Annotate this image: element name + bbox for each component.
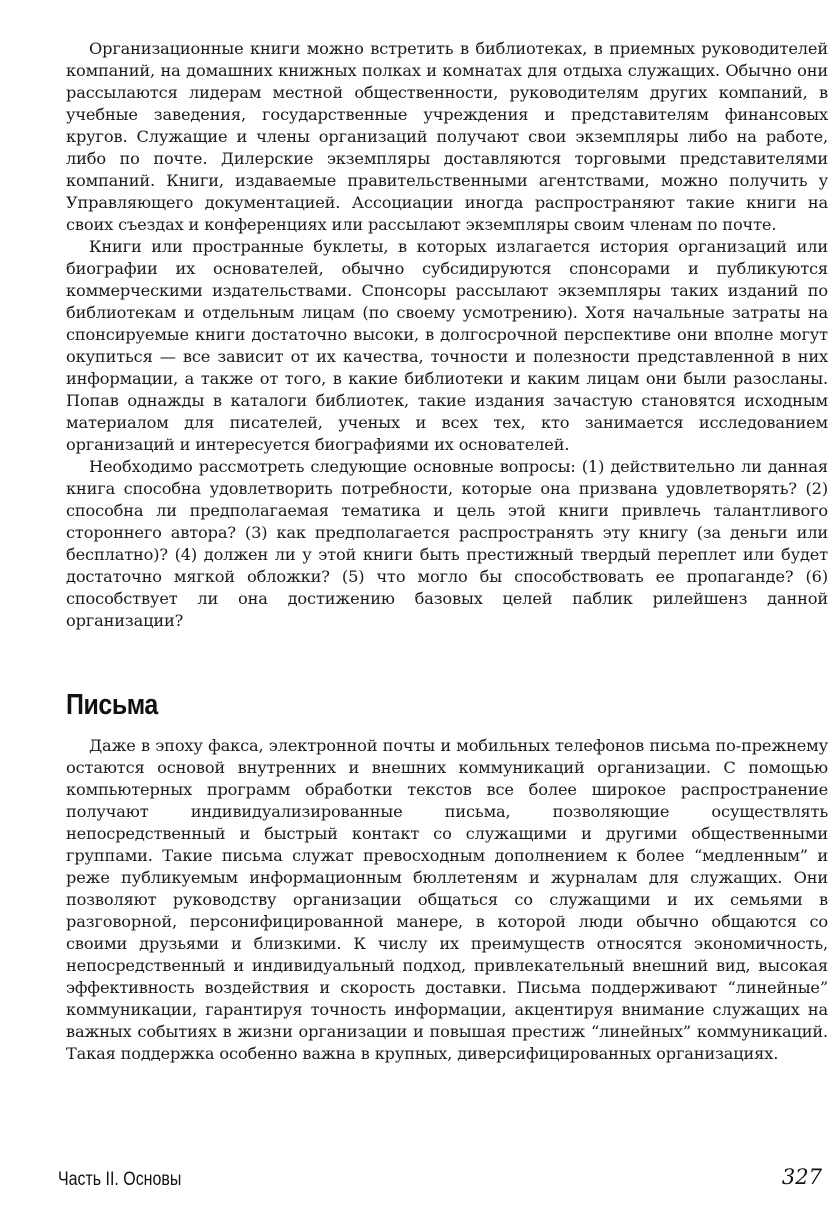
body-text-bottom xyxy=(66,735,828,1065)
body-text-top xyxy=(66,38,828,632)
paragraph: Организационные книги можно встретить в библиотеках, в приемных руководителей компаний, на домашних книжных полках и комнатах для отдыха служащих. Обычно они рассылаются лидерам местной общественности, руководителям других компаний, в учебные заведения, государственные учреждения и представителям финансовых кругов. Служащие и члены организаций получают свои экземпляры либо на работе, либо по почте. Дилерские экземпляры доставляются торговыми представителями компаний. Книги, издаваемые правительственными агентствами, можно получить у Управляющего документацией. Ассоциации иногда распространяют такие книги на своих съездах и конференциях или рассылают экземпляры своим членам по почте. xyxy=(66,39,828,234)
section-heading: Письма xyxy=(66,689,158,721)
paragraph: Даже в эпоху факса, электронной почты и мобильных телефонов письма по-прежнему остаются основой внутренних и внешних коммуникаций организации. С помощью компьютерных программ обработки текстов все более широкое распространение получают индивидуализированные письма, позволяющие осуществлять непосредственный и быстрый контакт со служащими и другими общественными группами. Такие письма служат превосходным дополнением к более “медленным” и реже публикуемым информационным бюллетеням и журналам для служащих. Они позволяют руководству организации общаться со служащими и их семьями в разговорной, персонифицированной манере, в которой люди обычно общаются со своими друзьями и близкими. К числу их преимуществ относятся экономичность, непосредственный и индивидуальный подход, привлекательный внешний вид, высокая эффективность воздействия и скорость доставки. Письма поддерживают “линейные” коммуникации, гарантируя точность информации, акцентируя внимание служащих на важных событиях в жизни организации и повышая престиж “линейных” коммуникаций. Такая поддержка особенно важна в крупных, диверсифицированных организациях. xyxy=(66,736,828,1063)
footer-section-label: Часть II. Основы xyxy=(58,1169,182,1190)
page-number: 327 xyxy=(781,1165,822,1189)
paragraph: Необходимо рассмотреть следующие основные вопросы: (1) действительно ли данная книга способна удовлетворить потребности, которые она призвана удовлетворять? (2) способна ли предполагаемая тематика и цель этой книги привлечь талантливого стороннего автора? (3) как предполагается распространять эту книгу (за деньги или бесплатно)? (4) должен ли у этой книги быть престижный твердый переплет или будет достаточно мягкой обложки? (5) что могло бы способствовать ее пропаганде? (6) способствует ли она достижению базовых целей паблик рилейшенз данной организации? xyxy=(66,457,828,630)
paragraph: Книги или пространные буклеты, в которых излагается история организаций или биографии их основателей, обычно субсидируются спонсорами и публикуются коммерческими издательствами. Спонсоры рассылают экземпляры таких изданий по библиотекам и отдельным лицам (по своему усмотрению). Хотя начальные затраты на спонсируемые книги достаточно высоки, в долгосрочной перспективе они вполне могут окупиться — все зависит от их качества, точности и полезности представленной в них информации, а также от того, в какие библиотеки и каким лицам они были разосланы. Попав однажды в каталоги библиотек, такие издания зачастую становятся исходным материалом для писателей, ученых и всех тех, кто занимается исследованием организаций и интересуется биографиями их основателей. xyxy=(66,237,828,454)
